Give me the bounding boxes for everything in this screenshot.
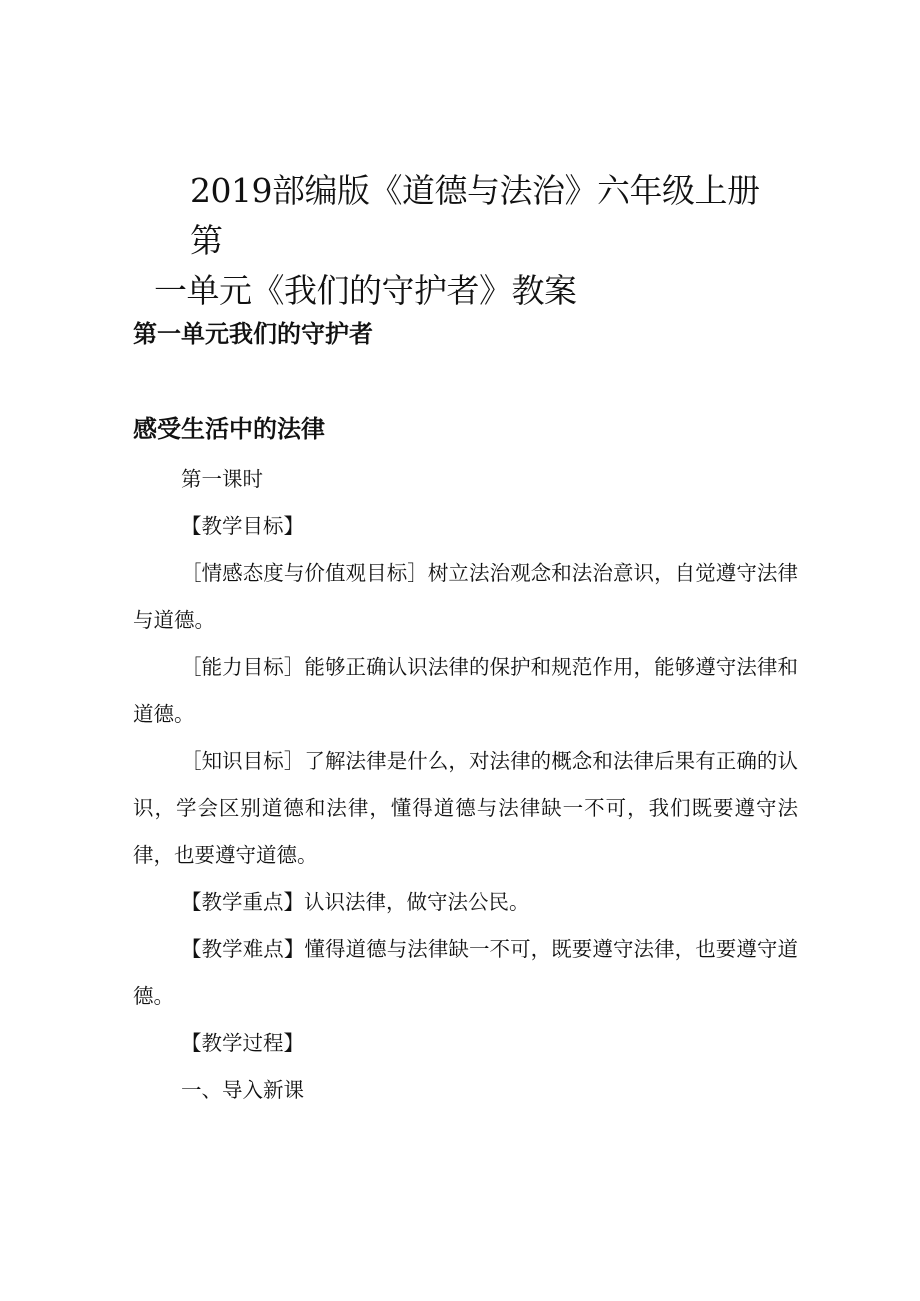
- goals-label: 【教学目标】: [181, 514, 304, 538]
- unit-heading: 第一单元我们的守护者: [133, 320, 373, 348]
- key-point-paragraph: 【教学重点】认识法律，做守法公民。: [181, 890, 530, 914]
- goal-emotion-paragraph: ［情感态度与价值观目标］树立法治观念和法治意识，自觉遵守法律与道德。: [133, 561, 798, 632]
- period-label: 第一课时: [181, 467, 263, 491]
- section-intro-heading: 一、导入新课: [181, 1078, 304, 1102]
- title-line-1: 2019部编版《道德与法治》六年级上册第: [190, 171, 760, 260]
- document-title: [154, 166, 790, 316]
- lesson-heading: 感受生活中的法律: [133, 415, 325, 443]
- difficulty-paragraph: 【教学难点】懂得道德与法律缺一不可，既要遵守法律，也要遵守道德。: [133, 937, 798, 1008]
- goal-knowledge-paragraph: ［知识目标］了解法律是什么，对法律的概念和法律后果有正确的认识，学会区别道德和法律，懂得道德与法律缺一不可，我们既要遵守法律，也要遵守道德。: [133, 749, 798, 867]
- title-line-2: 一单元《我们的守护者》教案: [154, 271, 577, 310]
- process-label: 【教学过程】: [181, 1031, 304, 1055]
- goal-ability-paragraph: ［能力目标］能够正确认识法律的保护和规范作用，能够遵守法律和道德。: [133, 655, 798, 726]
